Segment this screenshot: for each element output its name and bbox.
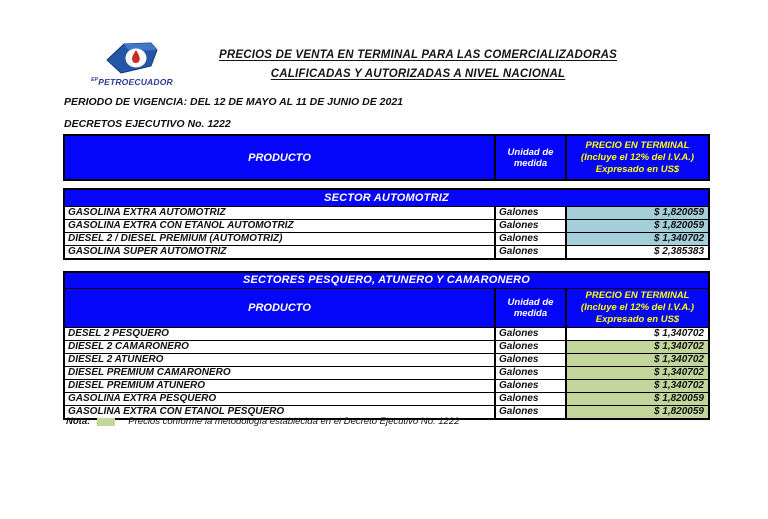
table-row <box>64 232 709 245</box>
sections-container <box>63 188 708 431</box>
table-row <box>64 341 709 354</box>
unit-cell: Galones <box>495 219 566 232</box>
table-row <box>64 219 709 232</box>
section-title-row <box>64 189 709 206</box>
product-cell: DIESEL PREMIUM ATUNERO <box>64 380 495 393</box>
document-title-line1: PRECIOS DE VENTA EN TERMINAL PARA LAS COMERCIALIZADORAS <box>219 49 617 61</box>
price-cell: $ 1,340702 <box>566 354 709 367</box>
footnote-text: Precios conforme la metodología establecida en el Decreto Ejecutivo No. 1222 <box>128 416 460 427</box>
document-title <box>168 46 668 84</box>
price-section <box>63 188 708 260</box>
unit-cell: Galones <box>495 206 566 219</box>
unit-column-header: Unidad de medida <box>495 135 566 180</box>
footnote <box>66 416 459 427</box>
section-title: SECTOR AUTOMOTRIZ <box>64 189 709 206</box>
product-cell: DIESEL 2 / DIESEL PREMIUM (AUTOMOTRIZ) <box>64 232 495 245</box>
price-header-line3: Expresado en US$ <box>595 163 680 175</box>
product-cell: DIESEL 2 CAMARONERO <box>64 341 495 354</box>
price-section <box>63 271 708 421</box>
table-row <box>64 206 709 219</box>
decree-number-text: DECRETOS EJECUTIVO No. 1222 <box>64 118 231 130</box>
price-header-line1: PRECIO EN TERMINAL <box>585 290 690 301</box>
logo-wordmark <box>84 77 180 87</box>
price-cell: $ 1,820059 <box>566 206 709 219</box>
unit-cell: Galones <box>495 232 566 245</box>
price-header-line2: (Incluye el 12% del I.V.A.) <box>580 151 695 163</box>
validity-period-text: PERIODO DE VIGENCIA: DEL 12 DE MAYO AL 11 DE JUNIO DE 2021 <box>64 96 404 108</box>
price-cell: $ 1,340702 <box>566 232 709 245</box>
price-cell: $ 1,340702 <box>566 328 709 341</box>
logo-ep-prefix: EP <box>91 77 99 84</box>
petroecuador-logo <box>84 40 180 87</box>
unit-cell: Galones <box>495 341 566 354</box>
unit-cell: Galones <box>495 380 566 393</box>
table-row <box>64 328 709 341</box>
table-row <box>64 245 709 259</box>
price-column-header <box>566 289 709 328</box>
footnote-label: Nota: <box>66 416 91 427</box>
section-title: SECTORES PESQUERO, ATUNERO Y CAMARONERO <box>64 272 709 289</box>
petroecuador-logo-icon <box>105 40 159 76</box>
logo-brand-name: PETROECUADOR <box>98 77 173 87</box>
price-header-line1: PRECIO EN TERMINAL <box>585 139 690 151</box>
product-cell: GASOLINA EXTRA CON ETANOL AUTOMOTRIZ <box>64 219 495 232</box>
table-row <box>64 393 709 406</box>
price-header-line2: (Incluye el 12% del I.V.A.) <box>580 302 695 313</box>
unit-cell: Galones <box>495 367 566 380</box>
product-cell: GASOLINA EXTRA CON ETANOL PESQUERO <box>64 406 495 420</box>
price-cell: $ 1,820059 <box>566 219 709 232</box>
table-row <box>64 354 709 367</box>
section-header-row <box>64 289 709 328</box>
price-header-line3: Expresado en US$ <box>595 314 680 325</box>
price-cell: $ 1,340702 <box>566 341 709 354</box>
product-cell: DIESEL 2 ATUNERO <box>64 354 495 367</box>
product-cell: GASOLINA EXTRA AUTOMOTRIZ <box>64 206 495 219</box>
product-cell: DESEL 2 PESQUERO <box>64 328 495 341</box>
product-cell: GASOLINA SUPER AUTOMOTRIZ <box>64 245 495 259</box>
product-column-header: PRODUCTO <box>64 289 495 328</box>
price-column-header <box>566 135 709 180</box>
table-row <box>64 367 709 380</box>
green-legend-swatch <box>97 418 115 426</box>
price-cell: $ 1,340702 <box>566 367 709 380</box>
price-cell: $ 2,385383 <box>566 245 709 259</box>
table-row <box>64 380 709 393</box>
price-cell: $ 1,820059 <box>566 406 709 420</box>
unit-cell: Galones <box>495 328 566 341</box>
column-header-table <box>63 134 710 181</box>
price-cell: $ 1,820059 <box>566 393 709 406</box>
unit-cell: Galones <box>495 406 566 420</box>
unit-cell: Galones <box>495 393 566 406</box>
section-title-row <box>64 272 709 289</box>
product-cell: GASOLINA EXTRA PESQUERO <box>64 393 495 406</box>
unit-column-header: Unidad de medida <box>495 289 566 328</box>
price-cell: $ 1,340702 <box>566 380 709 393</box>
product-cell: DIESEL PREMIUM CAMARONERO <box>64 367 495 380</box>
unit-cell: Galones <box>495 354 566 367</box>
document-title-line2: CALIFICADAS Y AUTORIZADAS A NIVEL NACIONAL <box>270 68 566 80</box>
unit-cell: Galones <box>495 245 566 259</box>
product-column-header: PRODUCTO <box>64 135 495 180</box>
